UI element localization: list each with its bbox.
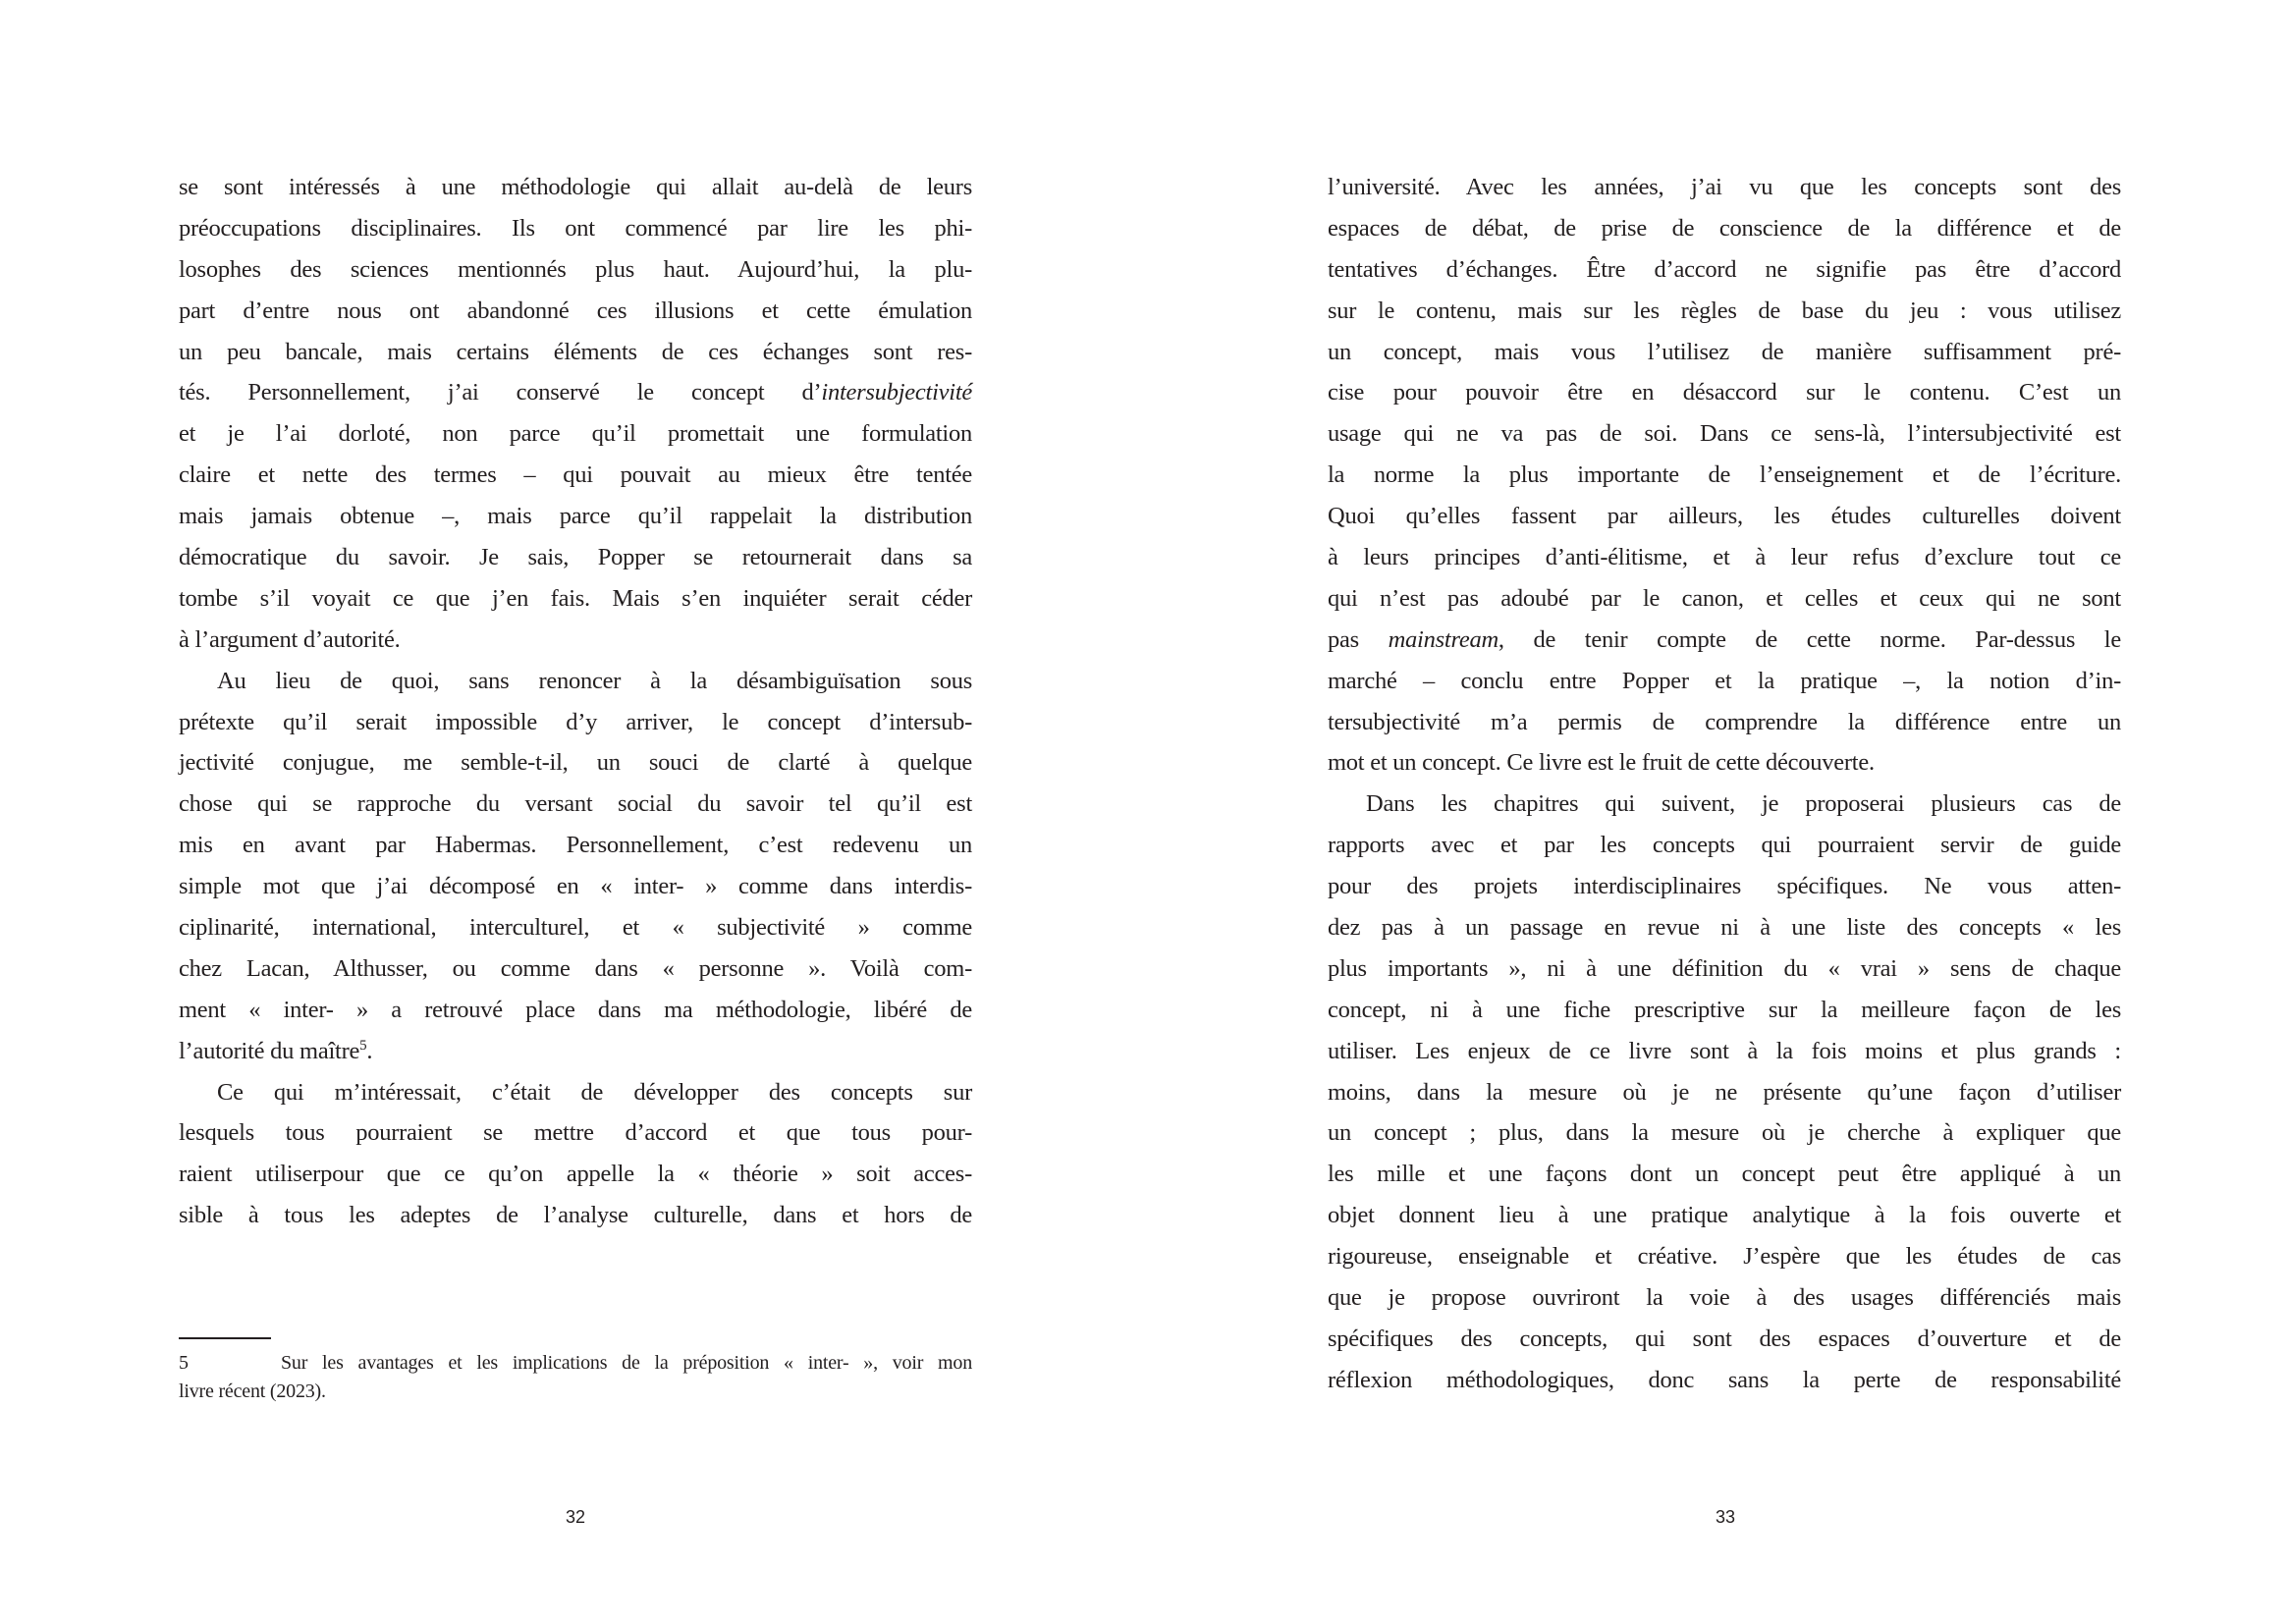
- left-page: [0, 0, 1144, 1624]
- text-line: jectivité conjugue, me semble-t-il, un souci de clarté à quelque: [179, 749, 972, 777]
- text-line: préoccupations disciplinaires. Ils ont commencé par lire les phi-: [179, 214, 972, 242]
- text-line: la norme la plus importante de l’enseignement et de l’écriture.: [1328, 461, 2121, 489]
- text-line: utiliser. Les enjeux de ce livre sont à la fois moins et plus grands :: [1328, 1037, 2121, 1064]
- right-page: [1145, 0, 2289, 1624]
- text-line: ment « inter- » a retrouvé place dans ma méthodologie, libéré de: [179, 996, 972, 1023]
- footnote-text: livre récent (2023).: [179, 1380, 326, 1402]
- text-line: sur le contenu, mais sur les règles de base du jeu : vous utilisez: [1328, 297, 2121, 324]
- text-line: [179, 1031, 972, 1072]
- footnote-text: Sur les avantages et les implications de la préposition « inter- », voir mon: [281, 1352, 972, 1374]
- text-line: Au lieu de quoi, sans renoncer à la désambiguïsation sous: [217, 667, 972, 694]
- text-line: cise pour pouvoir être en désaccord sur le contenu. C’est un: [1328, 379, 2121, 406]
- text-line: chose qui se rapproche du versant social du savoir tel qu’il est: [179, 790, 972, 818]
- text-line: marché – conclu entre Popper et la pratique –, la notion d’in-: [1328, 667, 2121, 694]
- footnote-rule: [179, 1337, 271, 1339]
- text-line: espaces de débat, de prise de conscience de la différence et de: [1328, 214, 2121, 242]
- text-line: simple mot que j’ai décomposé en « inter- » comme dans interdis-: [179, 873, 972, 900]
- text-segment: , de tenir compte de cette norme. Par-dessus le: [1498, 625, 2121, 653]
- text-line: dez pas à un passage en revue ni à une liste des concepts « les: [1328, 914, 2121, 942]
- text-line: mot et un concept. Ce livre est le fruit de cette découverte.: [1328, 749, 1875, 777]
- text-line: un peu bancale, mais certains éléments de ces échanges sont res-: [179, 338, 972, 365]
- footnote: [179, 1349, 972, 1406]
- text-line: à l’argument d’autorité.: [179, 625, 401, 653]
- text-line: les mille et une façons dont un concept peut être appliqué à un: [1328, 1161, 2121, 1188]
- text-line: mais jamais obtenue –, mais parce qu’il rappelait la distribution: [179, 503, 972, 530]
- text-segment: pas: [1328, 625, 1389, 653]
- page-number: 33: [1715, 1507, 1736, 1527]
- text-line: tentatives d’échanges. Être d’accord ne signifie pas être d’accord: [1328, 255, 2121, 283]
- text-line: chez Lacan, Althusser, ou comme dans « personne ». Voilà com-: [179, 954, 972, 982]
- text-line: un concept ; plus, dans la mesure où je cherche à expliquer que: [1328, 1119, 2121, 1147]
- text-line: Quoi qu’elles fassent par ailleurs, les études culturelles doivent: [1328, 503, 2121, 530]
- body-text: [179, 167, 972, 1236]
- text-line: et je l’ai dorloté, non parce qu’il promettait une formulation: [179, 420, 972, 448]
- text-line: rigoureuse, enseignable et créative. J’espère que les études de cas: [1328, 1243, 2121, 1271]
- text-line: [1328, 620, 2121, 661]
- text-line: raient utiliserpour que ce qu’on appelle la « théorie » soit acces-: [179, 1161, 972, 1188]
- text-line: [179, 372, 972, 413]
- text-line: losophes des sciences mentionnés plus haut. Aujourd’hui, la plu-: [179, 255, 972, 283]
- text-line: démocratique du savoir. Je sais, Popper se retournerait dans sa: [179, 544, 972, 571]
- text-line: concept, ni à une fiche prescriptive sur la meilleure façon de les: [1328, 996, 2121, 1023]
- footnote-number: 5: [179, 1352, 189, 1374]
- body-text: [1328, 167, 2121, 1401]
- text-line: l’université. Avec les années, j’ai vu que les concepts sont des: [1328, 174, 2121, 200]
- text-line: sible à tous les adeptes de l’analyse culturelle, dans et hors de: [179, 1202, 972, 1229]
- text-line: usage qui ne va pas de soi. Dans ce sens-là, l’intersubjectivité est: [1328, 420, 2121, 448]
- text-line: ciplinarité, international, interculturel, et « subjectivité » comme: [179, 914, 972, 942]
- text-line: part d’entre nous ont abandonné ces illusions et cette émulation: [179, 297, 972, 324]
- page-number: 32: [565, 1507, 586, 1527]
- text-line: tombe s’il voyait ce que j’en fais. Mais s’en inquiéter serait céder: [179, 584, 972, 612]
- text-line: moins, dans la mesure où je ne présente qu’une façon d’utiliser: [1328, 1078, 2121, 1106]
- text-line: plus importants », ni à une définition du « vrai » sens de chaque: [1328, 954, 2121, 982]
- text-line: Dans les chapitres qui suivent, je proposerai plusieurs cas de: [1366, 790, 2121, 818]
- text-line: tersubjectivité m’a permis de comprendre la différence entre un: [1328, 708, 2121, 735]
- text-line: rapports avec et par les concepts qui pourraient servir de guide: [1328, 832, 2121, 859]
- text-segment: l’autorité du maître: [179, 1037, 360, 1064]
- text-line: pour des projets interdisciplinaires spécifiques. Ne vous atten-: [1328, 873, 2121, 900]
- text-line: à leurs principes d’anti-élitisme, et à leur refus d’exclure tout ce: [1328, 544, 2121, 571]
- text-line: un concept, mais vous l’utilisez de manière suffisamment pré-: [1328, 338, 2121, 365]
- text-line: mis en avant par Habermas. Personnellement, c’est redevenu un: [179, 832, 972, 859]
- text-line: Ce qui m’intéressait, c’était de développer des concepts sur: [217, 1078, 972, 1106]
- text-line: réflexion méthodologiques, donc sans la perte de responsabilité: [1328, 1366, 2121, 1393]
- text-line: prétexte qu’il serait impossible d’y arriver, le concept d’intersub-: [179, 708, 972, 735]
- text-line: claire et nette des termes – qui pouvait au mieux être tentée: [179, 461, 972, 489]
- italic-text: mainstream: [1388, 625, 1499, 653]
- text-segment: tés. Personnellement, j’ai conservé le concept d’: [179, 379, 822, 406]
- footnote-reference: 5: [359, 1037, 367, 1054]
- text-line: lesquels tous pourraient se mettre d’accord et que tous pour-: [179, 1119, 972, 1147]
- text-line: objet donnent lieu à une pratique analytique à la fois ouverte et: [1328, 1202, 2121, 1229]
- text-line: qui n’est pas adoubé par le canon, et celles et ceux qui ne sont: [1328, 584, 2121, 612]
- text-line: se sont intéressés à une méthodologie qui allait au-delà de leurs: [179, 174, 972, 200]
- text-line: spécifiques des concepts, qui sont des espaces d’ouverture et de: [1328, 1325, 2121, 1352]
- italic-text: intersubjectivité: [821, 379, 972, 406]
- text-segment: .: [366, 1037, 373, 1064]
- text-line: que je propose ouvriront la voie à des usages différenciés mais: [1328, 1284, 2121, 1312]
